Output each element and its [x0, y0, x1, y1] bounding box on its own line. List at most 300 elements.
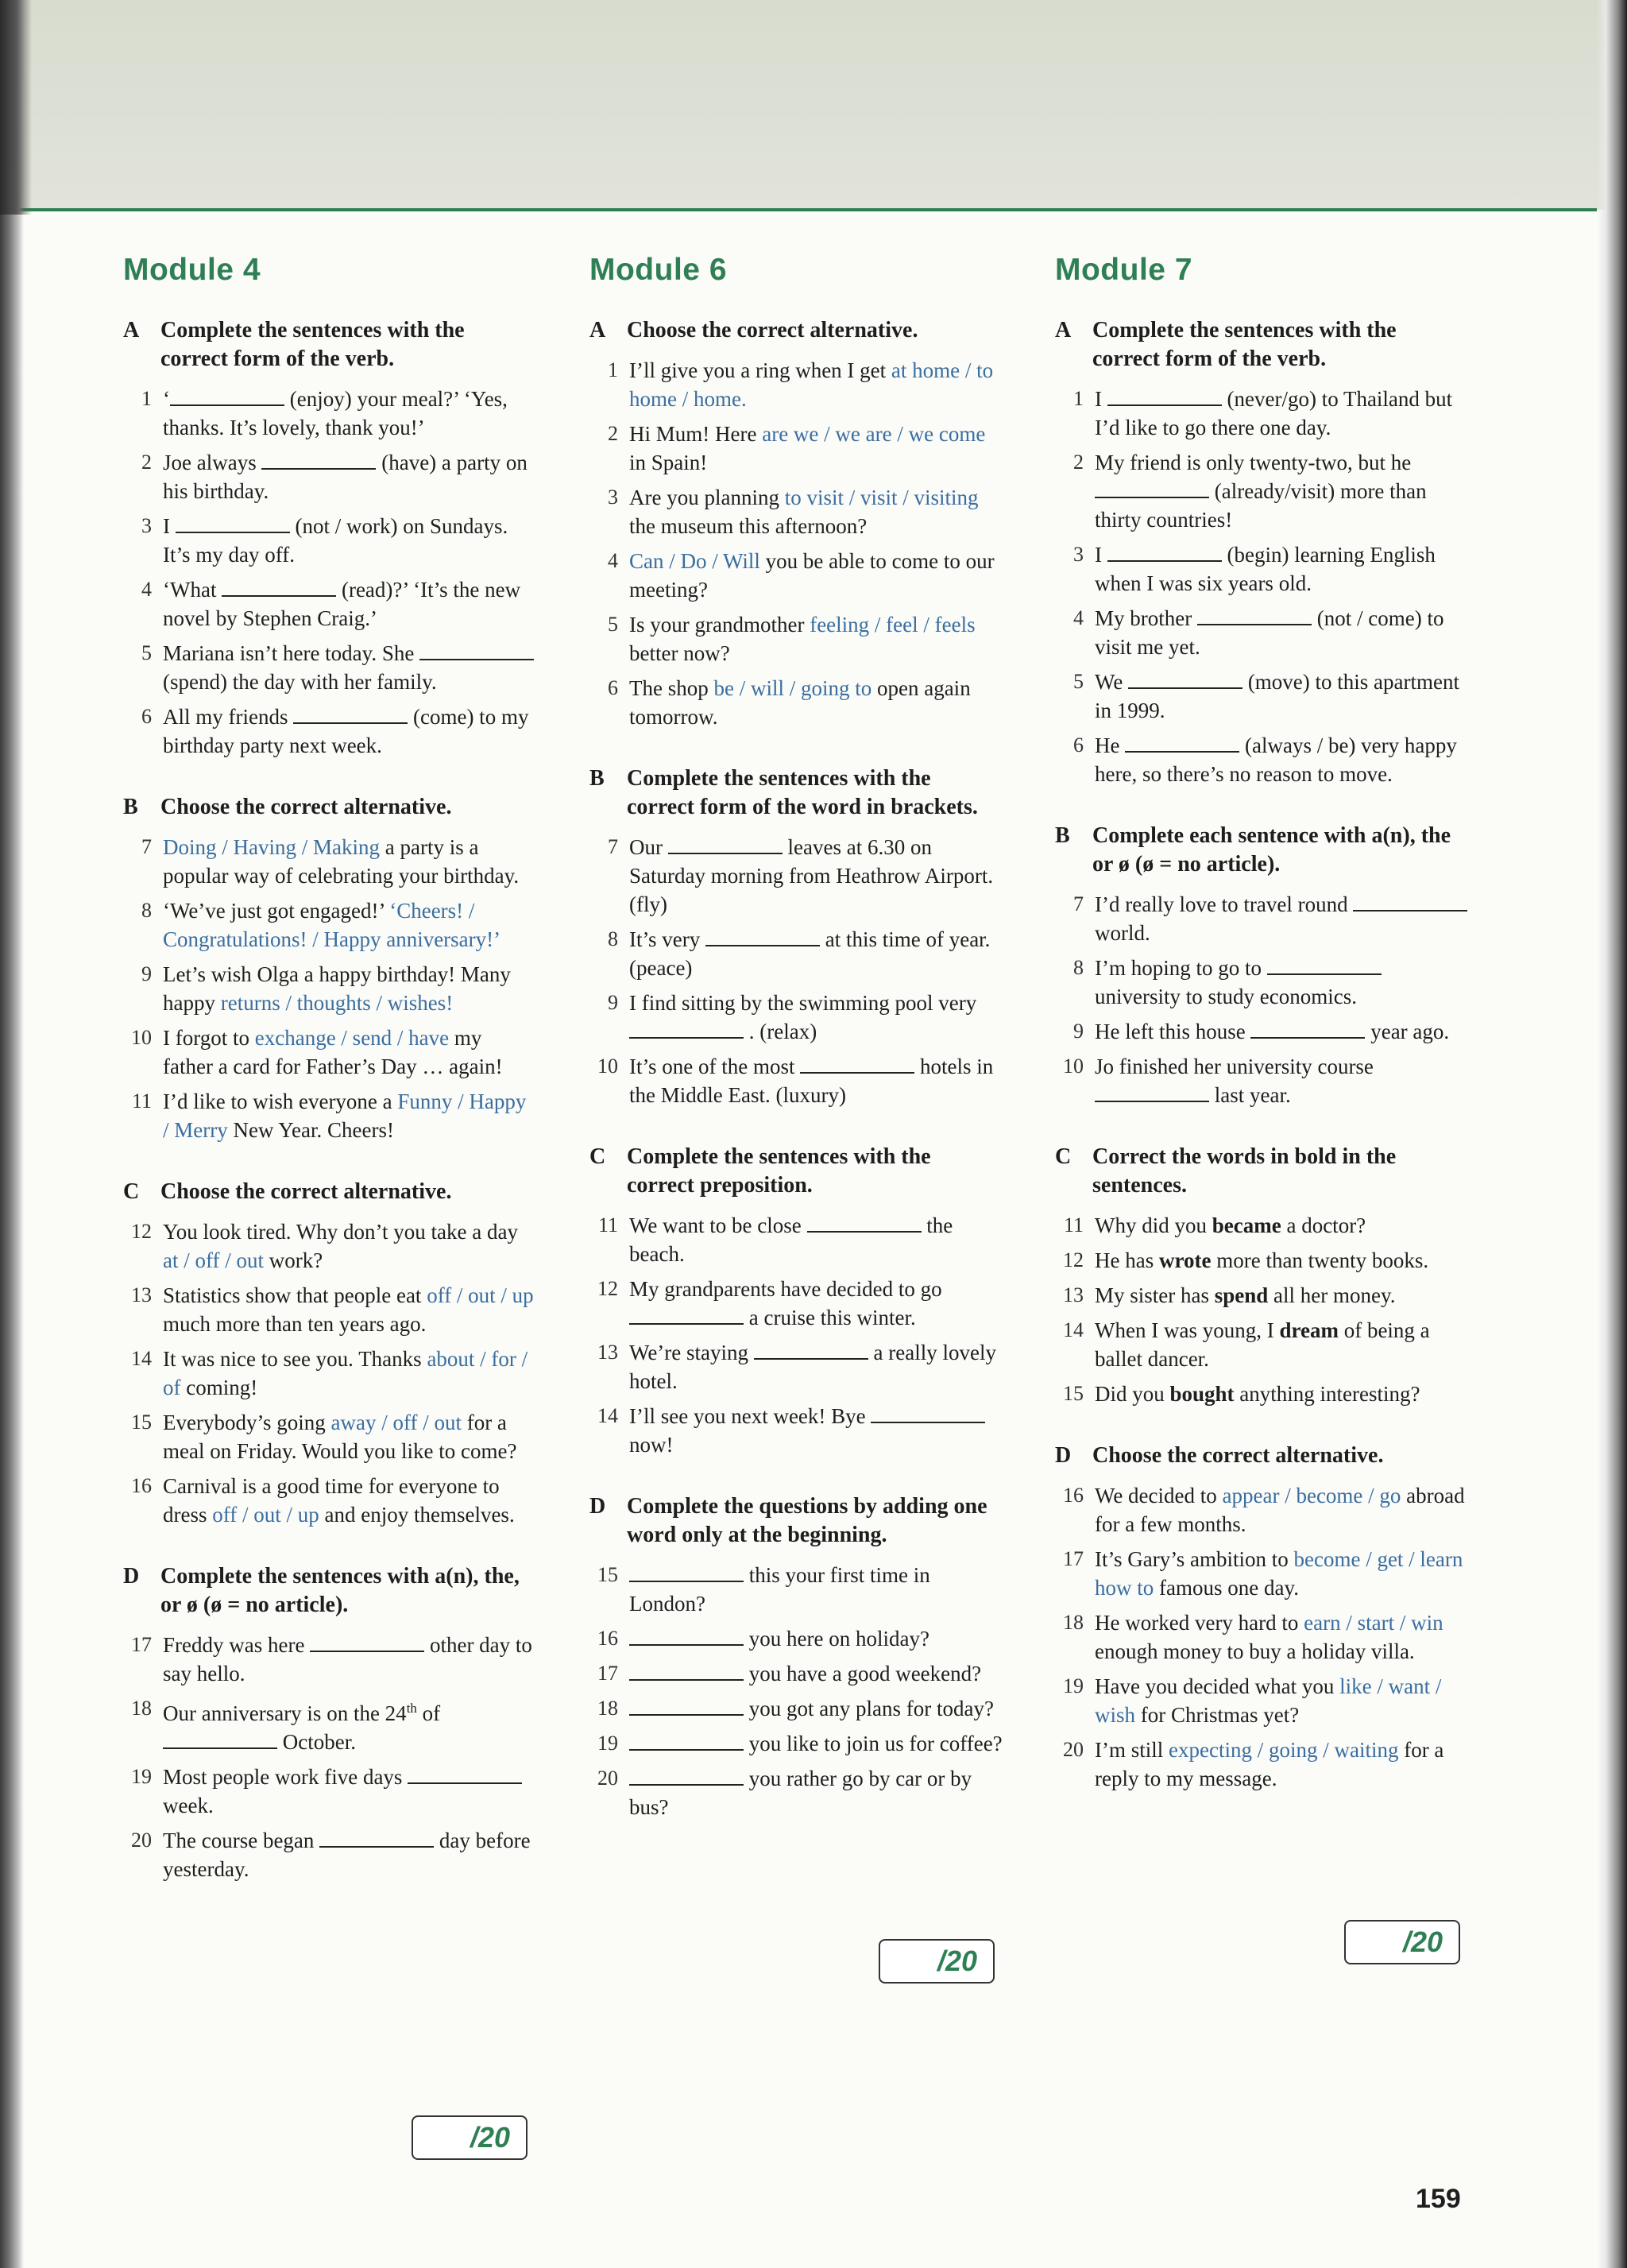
exercise-item	[123, 639, 536, 696]
answer-blank	[419, 640, 534, 660]
sentence-text: (enjoy) your meal?’ ‘Yes, thanks. It’s lovely, thank you!’	[163, 387, 508, 439]
sentence-text: week.	[163, 1794, 214, 1817]
sentence-text: I’m hoping to go to	[1095, 956, 1267, 980]
alternative-options: Doing / Having / Making	[163, 835, 380, 859]
item-number: 15	[1063, 1382, 1084, 1405]
sentence-text: It’s one of the most	[629, 1055, 801, 1078]
sentence-text: day before yesterday.	[163, 1829, 531, 1881]
answer-blank	[1353, 891, 1467, 911]
sentence-text: Joe always	[163, 451, 262, 474]
sentence-text: The shop	[629, 676, 714, 700]
sentence-text: We’re staying	[629, 1341, 754, 1364]
alternative-options: earn / start / win	[1304, 1611, 1443, 1635]
sentence-text: at this time of year. (peace)	[629, 927, 991, 980]
item-text	[629, 356, 1003, 413]
alternative-options: off / out / up	[212, 1503, 319, 1527]
sentence-text: more than twenty books.	[1211, 1248, 1429, 1272]
item-number: 8	[141, 899, 152, 922]
item-text	[629, 833, 1003, 919]
item-text	[629, 925, 1003, 982]
sentence-text: famous one day.	[1154, 1576, 1299, 1600]
answer-blank	[163, 1728, 277, 1749]
item-text	[629, 1694, 1003, 1723]
sentence-text: I’d like to wish everyone a	[163, 1089, 398, 1113]
item-text	[163, 1826, 536, 1883]
item-text	[629, 1052, 1003, 1109]
item-text	[1095, 1545, 1468, 1602]
item-text	[1095, 1316, 1468, 1373]
answer-blank	[1095, 478, 1209, 498]
section-heading	[589, 1143, 1003, 1200]
sentence-text: I’m still	[1095, 1738, 1169, 1762]
section-heading	[1055, 316, 1468, 373]
item-text	[629, 1729, 1003, 1758]
alternative-options: appear / become / go	[1222, 1484, 1401, 1507]
answer-blank	[1267, 954, 1382, 975]
item-number: 4	[608, 549, 618, 572]
sentence-text: I find sitting by the swimming pool very	[629, 991, 977, 1015]
exercise-item	[1055, 385, 1468, 442]
item-number: 7	[608, 835, 618, 858]
item-text	[163, 512, 536, 569]
exercise-item	[1055, 1211, 1468, 1240]
sentence-text: Did you	[1095, 1382, 1170, 1406]
alternative-options: become / get / learn how to	[1095, 1547, 1463, 1600]
item-number: 8	[1073, 956, 1084, 979]
exercise-item	[123, 1631, 536, 1688]
item-number: 17	[1063, 1547, 1084, 1570]
module-title: Module 4	[123, 253, 261, 287]
section-letter: A	[589, 318, 606, 343]
sentence-text: year ago.	[1365, 1020, 1450, 1043]
sentence-text: . (relax)	[744, 1020, 817, 1043]
section-letter: D	[1055, 1443, 1072, 1468]
sentence-text: Is your grandmother	[629, 613, 810, 637]
answer-blank	[222, 576, 336, 597]
item-number: 13	[1063, 1283, 1084, 1306]
exercise-item	[123, 833, 536, 890]
item-number: 6	[1073, 733, 1084, 757]
exercise-item	[589, 1211, 1003, 1268]
item-text	[629, 674, 1003, 731]
sentence-text: I	[163, 514, 176, 538]
item-text	[1095, 1052, 1468, 1109]
sentence-text: world.	[1095, 921, 1150, 945]
sentence-text: He has	[1095, 1248, 1159, 1272]
sentence-text: It’s Gary’s ambition to	[1095, 1547, 1294, 1571]
answer-blank	[1107, 385, 1222, 406]
item-text	[1095, 668, 1468, 725]
alternative-options: feeling / feel / feels	[810, 613, 976, 637]
answer-blank	[629, 1018, 744, 1039]
exercise-item	[589, 547, 1003, 604]
answer-blank	[668, 834, 783, 854]
item-number: 5	[1073, 670, 1084, 693]
item-text	[163, 1763, 536, 1820]
score-box-module-7: /20	[1344, 1920, 1460, 1964]
sentence-text: We decided to	[1095, 1484, 1223, 1507]
section-heading	[123, 1562, 536, 1620]
sentence-text: I’d really love to travel round	[1095, 892, 1354, 916]
item-number: 9	[608, 991, 618, 1014]
item-text	[163, 448, 536, 505]
exercise-item	[589, 833, 1003, 919]
sentence-text: You look tired. Why don’t you take a day	[163, 1220, 518, 1244]
exercise-item	[589, 1694, 1003, 1723]
item-text	[163, 1472, 536, 1529]
sentence-text: abroad for a few months.	[1095, 1484, 1465, 1536]
answer-blank	[170, 385, 284, 406]
section-instruction: Correct the words in bold in the sentences.	[1092, 1144, 1397, 1198]
sentence-text: (not / come) to visit me yet.	[1095, 606, 1444, 659]
item-number: 3	[1073, 543, 1084, 566]
sentence-text: you here on holiday?	[744, 1627, 929, 1651]
exercise-item	[123, 1694, 536, 1756]
sentence-text: you have a good weekend?	[744, 1662, 982, 1686]
alternative-options: at / off / out	[163, 1248, 264, 1272]
exercise-item	[123, 960, 536, 1017]
answer-blank	[705, 926, 820, 946]
incorrect-word: wrote	[1158, 1248, 1212, 1272]
section-heading	[1055, 1442, 1468, 1470]
sentence-text: university to study economics.	[1095, 985, 1357, 1008]
exercise-item	[1055, 1608, 1468, 1666]
sentence-text: the museum this afternoon?	[629, 514, 868, 538]
exercise-item	[589, 1275, 1003, 1332]
exercise-item	[589, 989, 1003, 1046]
item-number: 4	[141, 578, 152, 601]
sentence-text: It was nice to see you. Thanks	[163, 1347, 427, 1371]
sentence-text: better now?	[629, 641, 730, 665]
section-spacer	[123, 1535, 536, 1562]
item-number: 3	[608, 486, 618, 509]
item-text	[1095, 1017, 1468, 1046]
item-text	[1095, 731, 1468, 788]
item-number: 7	[141, 835, 152, 858]
exercise-item	[1055, 890, 1468, 947]
answer-blank	[1095, 1082, 1209, 1102]
item-text	[163, 833, 536, 890]
section-letter: D	[123, 1564, 140, 1589]
item-number: 18	[597, 1697, 618, 1720]
item-number: 14	[597, 1404, 618, 1427]
sentence-text: all her money.	[1268, 1283, 1396, 1307]
sentence-text: (move) to this apartment in 1999.	[1095, 670, 1459, 722]
header-rule	[0, 208, 1597, 211]
item-number: 15	[597, 1563, 618, 1586]
exercise-item	[123, 896, 536, 954]
sentence-text: for Christmas yet?	[1135, 1703, 1300, 1727]
answer-blank	[1107, 541, 1222, 562]
sentence-text: for a meal on Friday. Would you like to come?	[163, 1411, 517, 1463]
section-heading	[123, 793, 536, 822]
exercise-item	[589, 1561, 1003, 1618]
item-number: 13	[597, 1341, 618, 1364]
item-text	[1095, 1736, 1468, 1793]
section-spacer	[1055, 795, 1468, 822]
sentence-text: October.	[277, 1730, 356, 1754]
answer-blank	[629, 1765, 744, 1786]
sentence-text: It’s very	[629, 927, 705, 951]
sentence-text: ‘What	[163, 578, 222, 602]
section-spacer	[123, 766, 536, 793]
section-letter: A	[1055, 318, 1072, 343]
item-text	[163, 702, 536, 760]
section-letter: C	[1055, 1144, 1072, 1169]
sentence-text: now!	[629, 1433, 674, 1457]
exercise-item	[589, 1402, 1003, 1459]
exercise-item	[123, 1472, 536, 1529]
item-number: 7	[1073, 892, 1084, 915]
item-text	[1095, 604, 1468, 661]
sentence-text: I	[1095, 387, 1107, 411]
sentence-text: My sister has	[1095, 1283, 1215, 1307]
item-number: 11	[1063, 1213, 1084, 1237]
item-text	[629, 547, 1003, 604]
item-number: 9	[1073, 1020, 1084, 1043]
exercise-item	[123, 512, 536, 569]
sentence-text: Our anniversary is on the 24	[163, 1701, 407, 1725]
sentence-text: Are you planning	[629, 486, 785, 509]
item-number: 1	[1073, 387, 1084, 410]
sentence-text: My brother	[1095, 606, 1197, 630]
section-heading	[589, 764, 1003, 822]
exercise-item	[589, 1338, 1003, 1395]
sentence-text: He left this house	[1095, 1020, 1251, 1043]
sentence-text: anything interesting?	[1234, 1382, 1420, 1406]
module-title: Module 6	[589, 253, 728, 287]
section-spacer	[1055, 1116, 1468, 1143]
section-letter: D	[589, 1494, 606, 1519]
exercise-item	[589, 610, 1003, 668]
item-number: 6	[141, 705, 152, 728]
section-heading	[1055, 1143, 1468, 1200]
answer-blank	[176, 513, 290, 533]
item-number: 8	[608, 927, 618, 950]
item-text	[163, 1345, 536, 1402]
exercise-item	[1055, 1672, 1468, 1729]
exercise-item	[123, 1826, 536, 1883]
sentence-text: much more than ten years ago.	[163, 1312, 427, 1336]
exercise-item	[1055, 1380, 1468, 1408]
item-number: 3	[141, 514, 152, 537]
sentence-text: I’ll see you next week! Bye	[629, 1404, 871, 1428]
exercise-item	[1055, 1246, 1468, 1275]
item-number: 9	[141, 962, 152, 985]
sentence-text: (already/visit) more than thirty countries!	[1095, 479, 1427, 532]
alternative-options: exchange / send / have	[254, 1026, 450, 1050]
item-text	[629, 1402, 1003, 1459]
answer-blank	[1197, 605, 1312, 625]
item-number: 10	[597, 1055, 618, 1078]
item-text	[629, 1338, 1003, 1395]
item-number: 18	[131, 1697, 152, 1720]
item-number: 12	[597, 1277, 618, 1300]
section-instruction: Complete the sentences with the correct preposition.	[627, 1144, 931, 1198]
sentence-text: coming!	[180, 1376, 258, 1399]
sentence-text: a party is a popular way of celebrating your birthday.	[163, 835, 520, 888]
sentence-text: and enjoy themselves.	[319, 1503, 515, 1527]
item-text	[629, 1211, 1003, 1268]
exercise-item	[1055, 1052, 1468, 1109]
item-text	[1095, 890, 1468, 947]
item-text	[629, 1624, 1003, 1653]
section-heading	[1055, 822, 1468, 879]
item-text	[163, 1217, 536, 1275]
sentence-text: leaves at 6.30 on Saturday morning from Heathrow Airport. (fly)	[629, 835, 994, 916]
sentence-text: (have) a party on his birthday.	[163, 451, 528, 503]
item-text	[1095, 1211, 1468, 1240]
item-text	[1095, 1380, 1468, 1408]
sentence-text: My grandparents have decided to go	[629, 1277, 942, 1301]
item-number: 16	[597, 1627, 618, 1650]
sentence-text: my father a card for Father’s Day … again!	[163, 1026, 503, 1078]
answer-blank	[1128, 668, 1242, 689]
book-binding-top-shadow	[0, 0, 32, 215]
item-number: 12	[131, 1220, 152, 1243]
section-heading	[589, 1492, 1003, 1550]
answer-blank	[754, 1339, 868, 1360]
answer-blank	[629, 1695, 744, 1716]
incorrect-word: dream	[1279, 1318, 1339, 1342]
exercise-item	[123, 575, 536, 633]
section-letter: C	[123, 1179, 140, 1204]
exercise-item	[1055, 954, 1468, 1011]
page-top-band	[0, 0, 1627, 210]
answer-blank	[310, 1631, 424, 1652]
sentence-text: Mariana isn’t here today. She	[163, 641, 420, 665]
sentence-text: He	[1095, 733, 1126, 757]
item-text	[163, 960, 536, 1017]
exercise-item	[123, 385, 536, 442]
incorrect-word: spend	[1214, 1283, 1269, 1307]
item-number: 11	[597, 1213, 618, 1237]
item-number: 2	[1073, 451, 1084, 474]
answer-blank	[800, 1053, 914, 1074]
alternative-options: expecting / going / waiting	[1169, 1738, 1399, 1762]
sentence-text: He worked very hard to	[1095, 1611, 1304, 1635]
sentence-text: I’ll give you a ring when I get	[629, 358, 891, 382]
sentence-text: (never/go) to Thailand but I’d like to go there one day.	[1095, 387, 1453, 439]
answer-blank	[319, 1827, 434, 1848]
exercise-item	[123, 448, 536, 505]
score-box-module-6: /20	[879, 1939, 995, 1984]
item-text	[163, 896, 536, 954]
exercise-item	[1055, 1481, 1468, 1538]
sentence-text: Our	[629, 835, 668, 859]
item-number: 1	[141, 387, 152, 410]
ordinal-suffix: th	[406, 1701, 417, 1716]
sentence-text: enough money to buy a holiday villa.	[1095, 1639, 1415, 1663]
sentence-text: open again tomorrow.	[629, 676, 971, 729]
incorrect-word: bought	[1169, 1382, 1235, 1406]
sentence-text: (spend) the day with her family.	[163, 670, 437, 694]
page-number: 159	[1416, 2184, 1461, 2214]
section-instruction: Complete the sentences with the correct form of the verb.	[160, 318, 465, 371]
sentence-text: We want to be close	[629, 1213, 807, 1237]
item-text	[1095, 1281, 1468, 1310]
sentence-text: last year.	[1209, 1083, 1291, 1107]
section-instruction: Complete the sentences with a(n), the, or ø (ø = no article).	[160, 1564, 520, 1617]
sentence-text: Statistics show that people eat	[163, 1283, 427, 1307]
item-number: 17	[131, 1633, 152, 1656]
exercise-item	[1055, 540, 1468, 598]
sentence-text: Why did you	[1095, 1213, 1212, 1237]
exercise-item	[589, 674, 1003, 731]
section-spacer	[589, 737, 1003, 764]
section-instruction: Choose the correct alternative.	[1092, 1443, 1384, 1468]
alternative-options: to visit / visit / visiting	[784, 486, 979, 509]
sentence-text: the beach.	[629, 1213, 953, 1266]
section-heading	[123, 316, 536, 373]
exercise-item	[589, 420, 1003, 477]
exercise-item	[589, 1052, 1003, 1109]
alternative-options: like / want / wish	[1095, 1674, 1442, 1727]
section-instruction: Choose the correct alternative.	[160, 1179, 452, 1204]
sentence-text: All my friends	[163, 705, 294, 729]
section-spacer	[123, 1151, 536, 1178]
item-number: 14	[131, 1347, 152, 1370]
section-spacer	[589, 1116, 1003, 1143]
sentence-text: Have you decided what you	[1095, 1674, 1340, 1698]
item-number: 15	[131, 1411, 152, 1434]
exercise-item	[589, 1729, 1003, 1758]
sentence-text: you got any plans for today?	[744, 1697, 994, 1720]
item-number: 10	[131, 1026, 152, 1049]
item-number: 20	[597, 1767, 618, 1790]
sentence-text: (always / be) very happy here, so there’s no reason to move.	[1095, 733, 1457, 786]
alternative-options: Funny / Happy / Merry	[163, 1089, 527, 1142]
alternative-options: ‘Cheers! / Congratulations! / Happy anniversary!’	[163, 899, 501, 951]
item-number: 20	[1063, 1738, 1084, 1761]
item-text	[1095, 954, 1468, 1011]
item-text	[163, 1408, 536, 1465]
alternative-options: be / will / going to	[713, 676, 872, 700]
exercise-item	[589, 483, 1003, 540]
item-text	[629, 610, 1003, 668]
exercise-item	[589, 925, 1003, 982]
exercise-item	[123, 1217, 536, 1275]
exercise-item	[589, 1764, 1003, 1821]
sentence-text: work?	[263, 1248, 323, 1272]
exercise-item	[123, 1281, 536, 1338]
alternative-options: returns / thoughts / wishes!	[220, 991, 454, 1015]
sentence-text: Hi Mum! Here	[629, 422, 763, 446]
item-number: 20	[131, 1829, 152, 1852]
item-number: 16	[131, 1474, 152, 1497]
module-column	[589, 253, 1003, 1828]
item-number: 13	[131, 1283, 152, 1306]
sentence-text: I forgot to	[163, 1026, 255, 1050]
sentence-text: (begin) learning English when I was six years old.	[1095, 543, 1436, 595]
sentence-text: ‘We’ve just got engaged!’	[163, 899, 390, 923]
item-text	[1095, 1481, 1468, 1538]
item-number: 18	[1063, 1611, 1084, 1634]
item-text	[1095, 1608, 1468, 1666]
item-text	[1095, 1672, 1468, 1729]
sentence-text: for a reply to my message.	[1095, 1738, 1444, 1790]
item-text	[629, 1561, 1003, 1618]
sentence-text: Freddy was here	[163, 1633, 311, 1657]
item-text	[163, 1281, 536, 1338]
exercise-item	[589, 1624, 1003, 1653]
exercise-item	[123, 1763, 536, 1820]
sentence-text: My friend is only twenty-two, but he	[1095, 451, 1412, 474]
item-text	[163, 1024, 536, 1081]
answer-blank	[629, 1304, 744, 1325]
sentence-text: you like to join us for coffee?	[744, 1732, 1003, 1755]
exercise-item	[1055, 448, 1468, 534]
